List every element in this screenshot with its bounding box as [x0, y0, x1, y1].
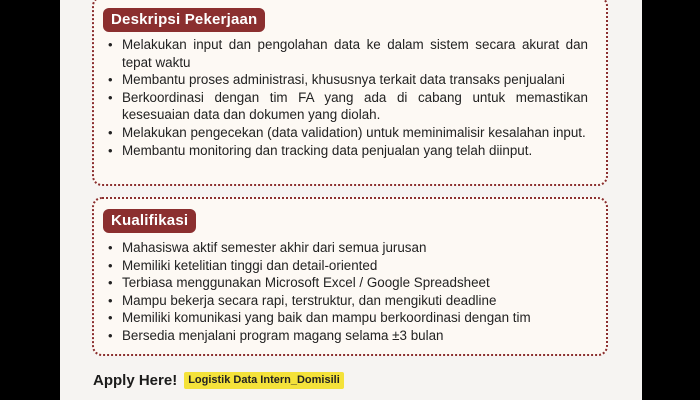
apply-label: Apply Here!	[93, 372, 178, 389]
list-item	[106, 71, 588, 89]
job-poster	[60, 0, 642, 400]
job-description-card	[92, 0, 608, 186]
list-item-text: Mampu bekerja secara rapi, terstruktur, dan mengikuti deadline	[122, 292, 497, 308]
list-item-text: Bersedia menjalani program magang selama ±3 bulan	[122, 327, 444, 343]
list-item-text: Melakukan input dan pengolahan data ke dalam sistem secara akurat dan tepat waktu	[122, 37, 588, 70]
bullet-icon: •	[108, 310, 113, 326]
list-item	[106, 327, 588, 345]
job-description-list	[106, 36, 588, 159]
list-item	[106, 142, 588, 160]
list-item-text: Memiliki ketelitian tinggi dan detail-oriented	[122, 257, 378, 273]
list-item	[106, 292, 588, 310]
list-item-text: Membantu proses administrasi, khususnya terkait data transaks penjualani	[122, 72, 565, 88]
bullet-icon: •	[108, 142, 113, 158]
qualifications-list	[106, 239, 588, 345]
bullet-icon: •	[108, 327, 113, 343]
bullet-icon: •	[108, 275, 113, 291]
list-item-text: Mahasiswa aktif semester akhir dari semua jurusan	[122, 240, 427, 255]
bullet-icon: •	[108, 72, 113, 88]
list-item	[106, 36, 588, 71]
bullet-icon: •	[108, 124, 113, 140]
bullet-icon: •	[108, 89, 113, 105]
apply-section	[93, 372, 344, 389]
list-item	[106, 124, 588, 142]
list-item	[106, 274, 588, 292]
qualifications-card	[92, 197, 608, 356]
bullet-icon: •	[108, 37, 113, 52]
list-item-text: Memiliki komunikasi yang baik dan mampu berkoordinasi dengan tim	[122, 310, 531, 326]
bullet-icon: •	[108, 240, 113, 255]
list-item-text: Melakukan pengecekan (data validation) untuk meminimalisir kesalahan input.	[122, 124, 586, 140]
bullet-icon: •	[108, 292, 113, 308]
apply-position-tag: Logistik Data Intern_Domisili	[184, 372, 344, 389]
bullet-icon: •	[108, 257, 113, 273]
list-item	[106, 257, 588, 275]
qualifications-heading: Kualifikasi	[103, 209, 196, 233]
list-item	[106, 89, 588, 124]
job-description-heading: Deskripsi Pekerjaan	[103, 8, 265, 32]
list-item	[106, 239, 588, 257]
list-item-text: Berkoordinasi dengan tim FA yang ada di cabang untuk memastikan kesesuaian data dan dokumen yang diolah.	[122, 89, 588, 123]
list-item	[106, 309, 588, 327]
list-item-text: Terbiasa menggunakan Microsoft Excel / Google Spreadsheet	[122, 275, 490, 291]
list-item-text: Membantu monitoring dan tracking data penjualan yang telah diinput.	[122, 142, 533, 158]
